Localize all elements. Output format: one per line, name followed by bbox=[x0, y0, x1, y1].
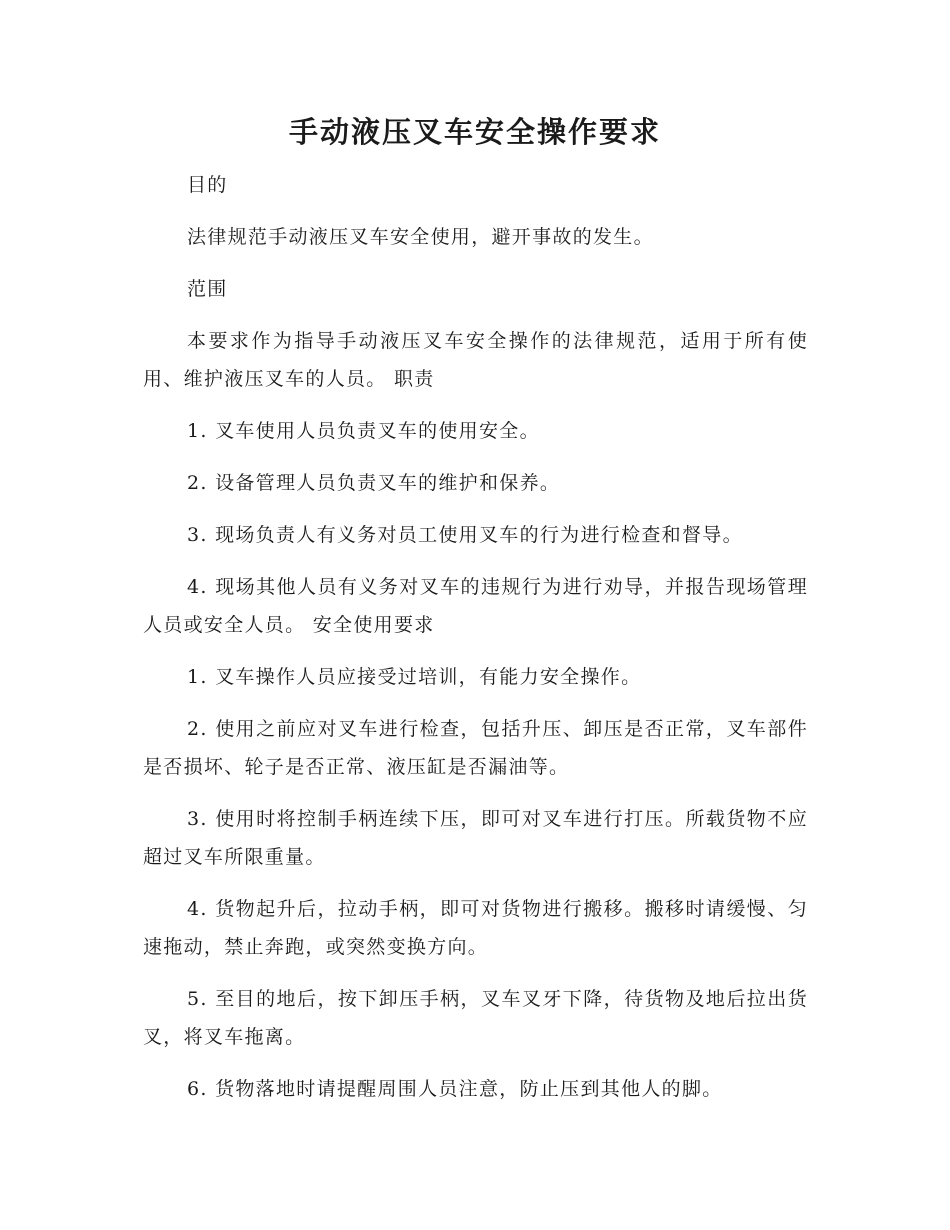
paragraph-purpose-heading: 目的 bbox=[187, 174, 228, 196]
paragraph-scope: 本要求作为指导手动液压叉车安全操作的法律规范，适用于所有使用、维护液压叉车的人员。 职责 bbox=[143, 330, 808, 390]
document-body bbox=[143, 166, 808, 1108]
paragraph-requirement-1: 1. 叉车操作人员应接受过培训，有能力安全操作。 bbox=[187, 666, 642, 688]
paragraph-duty-4: 4. 现场其他人员有义务对叉车的违规行为进行劝导，并报告现场管理人员或安全人员。 安全使用要求 bbox=[143, 576, 808, 636]
paragraph-duty-2: 2. 设备管理人员负责叉车的维护和保养。 bbox=[187, 472, 561, 494]
paragraph-requirement-3: 3. 使用时将控制手柄连续下压，即可对叉车进行打压。所载货物不应超过叉车所限重量。 bbox=[143, 808, 808, 868]
paragraph-duty-1: 1. 叉车使用人员负责叉车的使用安全。 bbox=[187, 420, 540, 442]
paragraph-requirement-4: 4. 货物起升后，拉动手柄，即可对货物进行搬移。搬移时请缓慢、匀速拖动，禁止奔跑，或突然变换方向。 bbox=[143, 898, 808, 958]
paragraph-requirement-2: 2. 使用之前应对叉车进行检查，包括升压、卸压是否正常，叉车部件是否损坏、轮子是否正常、液压缸是否漏油等。 bbox=[143, 718, 808, 778]
paragraph-scope-heading: 范围 bbox=[187, 278, 228, 300]
paragraph-purpose: 法律规范手动液压叉车安全使用，避开事故的发生。 bbox=[187, 226, 654, 248]
paragraph-requirement-6: 6. 货物落地时请提醒周围人员注意，防止压到其他人的脚。 bbox=[187, 1078, 723, 1100]
paragraph-requirement-5: 5. 至目的地后，按下卸压手柄，叉车叉牙下降，待货物及地后拉出货叉，将叉车拖离。 bbox=[143, 988, 808, 1048]
document-title: 手动液压叉车安全操作要求 bbox=[288, 115, 661, 149]
paragraph-duty-3: 3. 现场负责人有义务对员工使用叉车的行为进行检查和督导。 bbox=[187, 524, 743, 546]
